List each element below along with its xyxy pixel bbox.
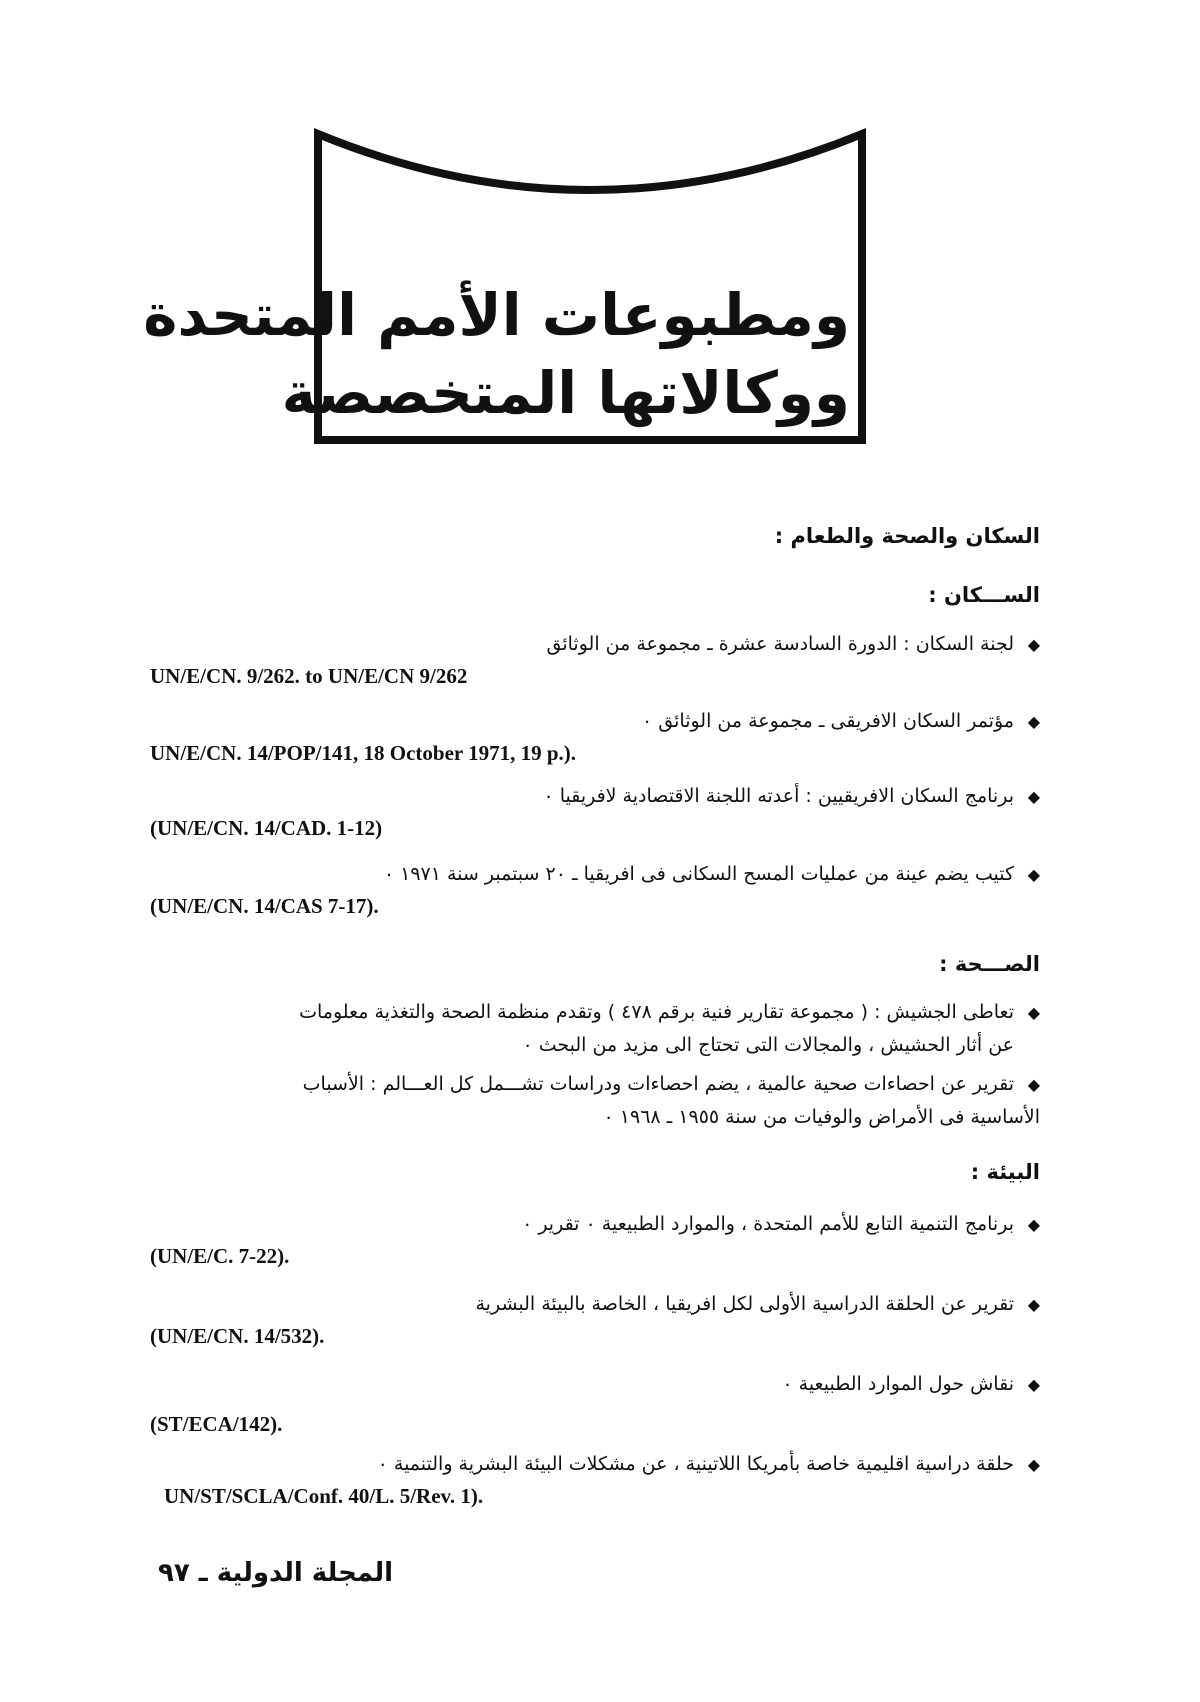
bullet-icon: ◆ — [1027, 635, 1040, 654]
bullet-icon: ◆ — [1027, 1455, 1040, 1474]
main-heading: السكان والصحة والطعام : — [774, 524, 1040, 548]
population-entry-3 — [150, 780, 1040, 843]
entry-ref: UN/E/CN. 14/POP/141, 18 October 1971, 19 p.). — [150, 741, 577, 765]
environment-entry-1 — [150, 1208, 1040, 1271]
entry-ref: (UN/E/C. 7-22). — [150, 1244, 290, 1268]
entry-text: حلقة دراسية اقليمية خاصة بأمريكا اللاتينية ، عن مشكلات البيئة البشرية والتنمية ٠ — [377, 1453, 1014, 1475]
title-text — [143, 276, 850, 432]
entry-text: لجنة السكان : الدورة السادسة عشرة ـ مجموعة من الوثائق — [546, 633, 1014, 655]
environment-entry-2 — [150, 1288, 1040, 1351]
environment-entry-3 — [150, 1368, 1040, 1439]
entry-ref: (UN/E/CN. 14/CAS 7-17). — [150, 894, 379, 918]
entry-text: كتيب يضم عينة من عمليات المسح السكانى فى افريقيا ـ ٢٠ سبتمبر سنة ١٩٧١ ٠ — [383, 863, 1014, 885]
bullet-icon: ◆ — [1027, 865, 1040, 884]
entry-text: تقرير عن الحلقة الدراسية الأولى لكل افريقيا ، الخاصة بالبيئة البشرية — [475, 1293, 1014, 1315]
bullet-icon: ◆ — [1027, 1075, 1040, 1094]
entry-ref: (ST/ECA/142). — [150, 1412, 283, 1436]
title-line-1: ومطبوعات الأمم المتحدة — [143, 281, 850, 349]
health-entry-2 — [150, 1068, 1040, 1133]
health-entry-1 — [150, 996, 1040, 1061]
population-entry-4 — [150, 858, 1040, 921]
bullet-icon: ◆ — [1027, 1375, 1040, 1394]
bullet-icon: ◆ — [1027, 787, 1040, 806]
population-entry-1 — [150, 628, 1040, 691]
entry-text: تعاطى الجشيش : ( مجموعة تقارير فنية برقم ٤٧٨ ) وتقدم منظمة الصحة والتغذية معلومات — [299, 1001, 1014, 1023]
entry-text-continued: الأساسية فى الأمراض والوفيات من سنة ١٩٥٥ ـ ١٩٦٨ ٠ — [603, 1106, 1040, 1128]
entry-text: نقاش حول الموارد الطبيعية ٠ — [782, 1373, 1014, 1395]
population-heading: الســـكان : — [928, 583, 1040, 607]
page-footer: المجلة الدولية ـ ٩٧ — [158, 1558, 394, 1588]
population-entry-2 — [150, 705, 1040, 768]
entry-ref: UN/ST/SCLA/Conf. 40/L. 5/Rev. 1). — [164, 1484, 484, 1508]
title-frame — [143, 128, 870, 448]
entry-text: تقرير عن احصاءات صحية عالمية ، يضم احصاءات ودراسات تشـــمل كل العـــالم : الأسباب — [302, 1073, 1014, 1095]
environment-heading: البيئة : — [970, 1160, 1040, 1184]
entry-ref: UN/E/CN. 9/262. to UN/E/CN 9/262 — [150, 664, 468, 688]
environment-entry-4 — [150, 1448, 1040, 1511]
health-heading: الصـــحة : — [939, 952, 1040, 976]
title-line-2: ووكالاتها المتخصصة — [281, 359, 850, 427]
entry-text: برنامج التنمية التابع للأمم المتحدة ، والموارد الطبيعية ٠ تقرير ٠ — [522, 1213, 1014, 1235]
entry-text: مؤتمر السكان الافريقى ـ مجموعة من الوثائق ٠ — [642, 710, 1014, 732]
entry-text: برنامج السكان الافريقيين : أعدته اللجنة الاقتصادية لافريقيا ٠ — [543, 785, 1014, 807]
entry-text-continued: عن أثار الحشيش ، والمجالات التى تحتاج الى مزيد من البحث ٠ — [522, 1034, 1014, 1056]
entry-ref: (UN/E/CN. 14/CAD. 1-12) — [150, 816, 383, 840]
bullet-icon: ◆ — [1027, 712, 1040, 731]
bullet-icon: ◆ — [1027, 1295, 1040, 1314]
bullet-icon: ◆ — [1027, 1215, 1040, 1234]
entry-ref: (UN/E/CN. 14/532). — [150, 1324, 325, 1348]
bullet-icon: ◆ — [1027, 1003, 1040, 1022]
